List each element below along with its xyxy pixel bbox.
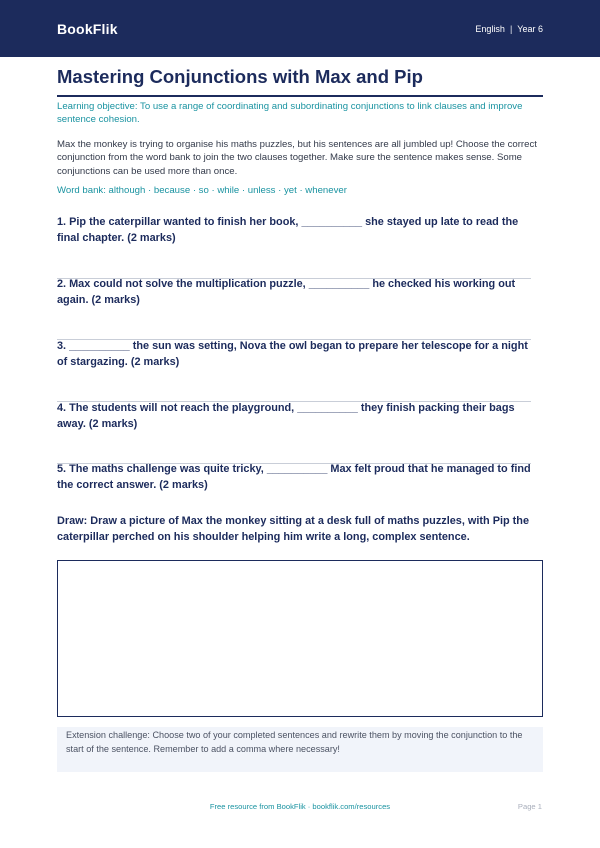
page-footer (0, 802, 600, 814)
worksheet-title: Mastering Conjunctions with Max and Pip (57, 66, 423, 87)
question-2: 2. Max could not solve the multiplication puzzle, __________ he checked his working out again. (2 marks) (57, 278, 516, 306)
page-number: Page 1 (517, 802, 542, 811)
subject-label: English (475, 23, 505, 34)
extension-challenge-panel (57, 727, 543, 772)
question-3: 3. __________ the sun was setting, Nova the owl began to prepare her telescope for a night of stargazing. (2 marks) (57, 340, 528, 368)
subject-year-label (475, 24, 543, 34)
question-4: 4. The students will not reach the playground, __________ they finish packing their bags away. (2 marks) (57, 402, 515, 430)
draw-prompt: Draw: Draw a picture of Max the monkey sitting at a desk full of maths puzzles, with Pip the caterpillar perched on his shoulder helping him write a long, complex sentence. (57, 515, 530, 543)
extension-challenge-text: Extension challenge: Choose two of your completed sentences and rewrite them by moving the conjunction to the start of the sentence. Remember to add a comma where necessary! (66, 730, 523, 754)
meta-separator: | (509, 23, 513, 34)
page-header (0, 0, 600, 57)
word-bank: Word bank: although · because · so · while · unless · yet · whenever (57, 185, 347, 196)
drawing-box[interactable] (57, 560, 543, 717)
footer-credit-link[interactable]: Free resource from BookFlik · bookflik.com/resources (209, 802, 391, 811)
learning-objective: Learning objective: To use a range of coordinating and subordinating conjunctions to link clauses and improve sentence cohesion. (57, 101, 523, 125)
year-label: Year 6 (517, 23, 543, 34)
question-5: 5. The maths challenge was quite tricky, __________ Max felt proud that he managed to find the correct answer. (2 marks) (57, 463, 531, 491)
title-divider (57, 95, 543, 97)
brand-logo-text: BookFlik (57, 20, 118, 37)
question-1: 1. Pip the caterpillar wanted to finish her book, __________ she stayed up late to read the final chapter. (2 marks) (57, 216, 519, 244)
instructions-paragraph: Max the monkey is trying to organise his maths puzzles, but his sentences are all jumbled up! Choose the correct conjunction from the word bank to join the two clauses together. Make sure the sentence makes sense. Some conjunctions can be used more than once. (57, 139, 537, 177)
